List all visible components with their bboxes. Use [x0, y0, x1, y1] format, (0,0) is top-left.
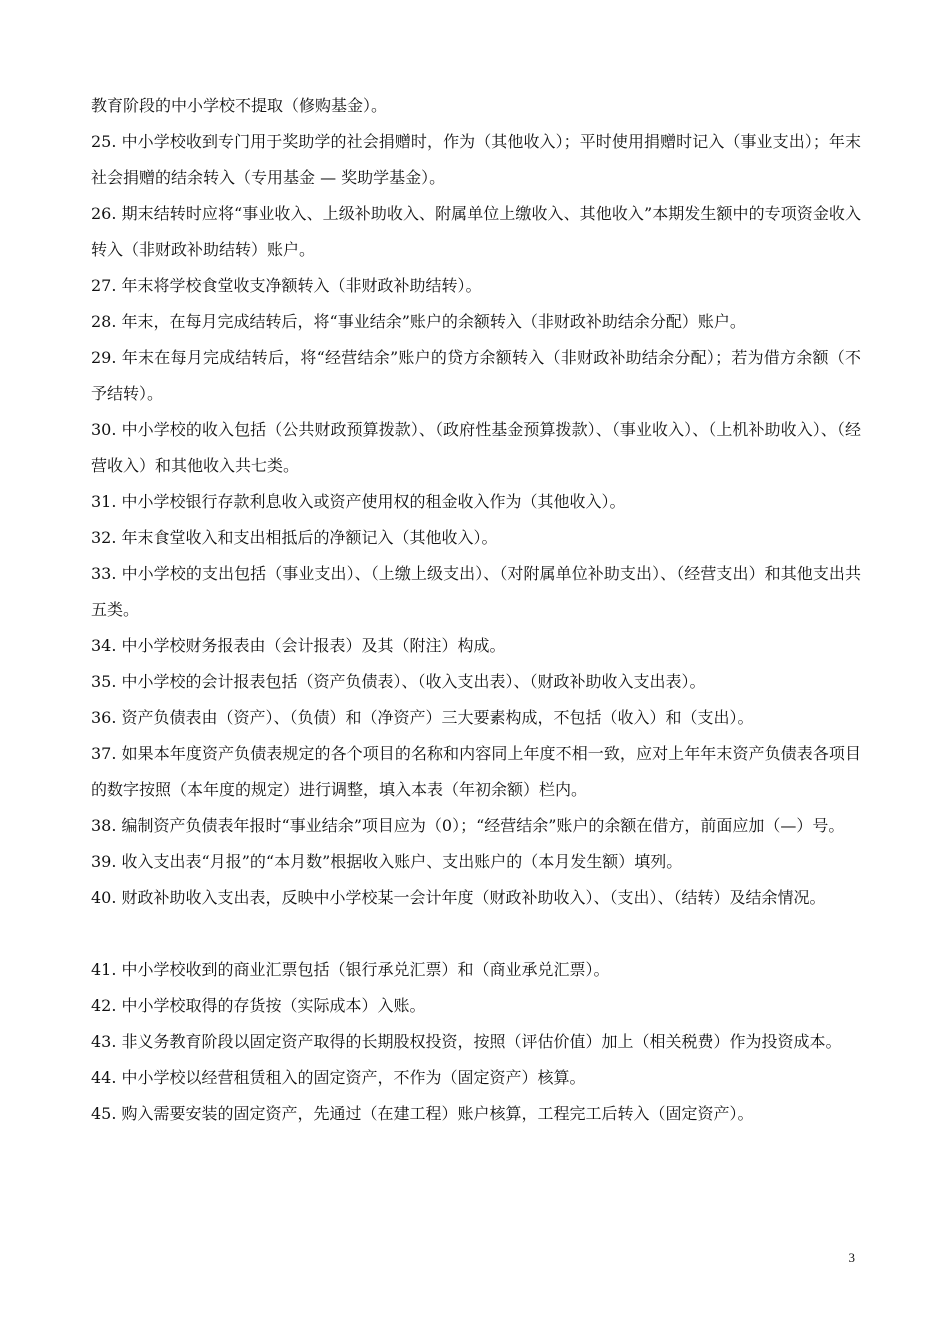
question-32: 32. 年末食堂收入和支出相抵后的净额记入（其他收入）。 [91, 528, 498, 547]
question-29: 29. 年末在每月完成结转后，将“经营结余”账户的贷方余额转入（非财政补助结余分配）；若为借方余额（不予结转）。 [91, 348, 861, 403]
document-page [91, 88, 861, 1132]
page-number: 3 [848, 1250, 855, 1265]
question-33: 33. 中小学校的支出包括（事业支出）、（上缴上级支出）、（对附属单位补助支出）、（经营支出）和其他支出共五类。 [91, 564, 861, 619]
question-34: 34. 中小学校财务报表由（会计报表）及其（附注）构成。 [91, 636, 506, 655]
question-26: 26. 期末结转时应将“事业收入、上级补助收入、附属单位上缴收入、其他收入”本期发生额中的专项资金收入转入（非财政补助结转）账户。 [91, 204, 861, 259]
question-35: 35. 中小学校的会计报表包括（资产负债表）、（收入支出表）、（财政补助收入支出表）。 [91, 672, 706, 691]
paragraph-continuation: 教育阶段的中小学校不提取（修购基金）。 [91, 96, 388, 115]
question-28: 28. 年末，在每月完成结转后，将“事业结余”账户的余额转入（非财政补助结余分配）账户。 [91, 312, 746, 331]
question-41: 41. 中小学校收到的商业汇票包括（银行承兑汇票）和（商业承兑汇票）。 [91, 960, 610, 979]
question-44: 44. 中小学校以经营租赁租入的固定资产，不作为（固定资产）核算。 [91, 1068, 586, 1087]
question-39: 39. 收入支出表“月报”的“本月数”根据收入账户、支出账户的（本月发生额）填列。 [91, 852, 683, 871]
question-36: 36. 资产负债表由（资产）、（负债）和（净资产）三大要素构成，不包括（收入）和（支出）。 [91, 708, 754, 727]
question-37: 37. 如果本年度资产负债表规定的各个项目的名称和内容同上年度不相一致，应对上年年末资产负债表各项目的数字按照（本年度的规定）进行调整，填入本表（年初余额）栏内。 [91, 744, 861, 799]
question-25: 25. 中小学校收到专门用于奖助学的社会捐赠时，作为（其他收入）；平时使用捐赠时记入（事业支出）；年末社会捐赠的结余转入（专用基金 — 奖助学基金）。 [91, 132, 861, 187]
question-42: 42. 中小学校取得的存货按（实际成本）入账。 [91, 996, 426, 1015]
blank-line [91, 916, 861, 952]
question-43: 43. 非义务教育阶段以固定资产取得的长期股权投资，按照（评估价值）加上（相关税费）作为投资成本。 [91, 1032, 842, 1051]
question-40: 40. 财政补助收入支出表，反映中小学校某一会计年度（财政补助收入）、（支出）、（结转）及结余情况。 [91, 888, 826, 907]
question-38: 38. 编制资产负债表年报时“事业结余”项目应为（0）；“经营结余”账户的余额在借方，前面应加（—）号。 [91, 816, 845, 835]
question-31: 31. 中小学校银行存款利息收入或资产使用权的租金收入作为（其他收入）。 [91, 492, 626, 511]
question-30: 30. 中小学校的收入包括（公共财政预算拨款）、（政府性基金预算拨款）、（事业收入）、（上机补助收入）、（经营收入）和其他收入共七类。 [91, 420, 861, 475]
question-27: 27. 年末将学校食堂收支净额转入（非财政补助结转）。 [91, 276, 482, 295]
question-45: 45. 购入需要安装的固定资产，先通过（在建工程）账户核算，工程完工后转入（固定资产）。 [91, 1104, 754, 1123]
